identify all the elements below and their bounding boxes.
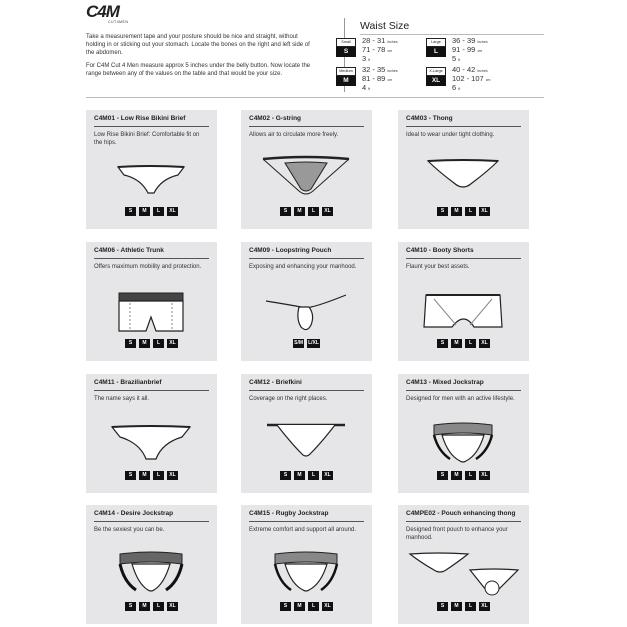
unit-inches: inches <box>387 40 398 44</box>
product-code: C4M11 <box>94 379 115 386</box>
size-badge: L/XL <box>308 340 319 346</box>
product-illustration <box>86 409 217 477</box>
product-description: The name says it all. <box>94 396 150 402</box>
product-title: C4M11 - Brazilianbrief <box>94 379 162 386</box>
title-rule <box>249 521 364 522</box>
size-badge: S/M <box>294 340 304 346</box>
product-name: Booty Shorts <box>432 247 474 254</box>
product-card <box>241 505 372 624</box>
size-badge: XL <box>167 602 178 611</box>
product-name: Mixed Jockstrap <box>432 379 484 386</box>
size-inches: 36 - 39 <box>452 36 476 45</box>
size-badge: M <box>139 339 150 348</box>
waist-size-title: Waist Size <box>360 20 410 32</box>
product-illustration <box>398 409 529 477</box>
size-badge: XL <box>167 207 178 216</box>
product-illustration <box>398 145 529 213</box>
size-badge: L <box>153 602 164 611</box>
title-rule <box>249 126 364 127</box>
product-title: C4M09 - Loopstring Pouch <box>249 247 332 254</box>
unit-ft: ft <box>458 87 461 91</box>
product-code: C4M13 <box>406 379 427 386</box>
product-card <box>86 242 217 361</box>
product-illustration <box>241 540 372 608</box>
product-title: C4M14 - Desire Jockstrap <box>94 510 174 517</box>
size-badge: L <box>465 339 476 348</box>
title-rule <box>406 126 521 127</box>
product-name: Rugby Jockstrap <box>275 510 329 517</box>
size-xlarge <box>426 65 491 92</box>
size-badge: M <box>139 602 150 611</box>
size-inches: 28 - 31 <box>362 36 386 45</box>
product-description: Designed for men with an active lifestyle. <box>406 396 515 402</box>
product-illustration <box>241 409 372 477</box>
product-illustration <box>398 277 529 345</box>
product-title: C4M10 - Booty Shorts <box>406 247 474 254</box>
unit-cm: cm <box>387 49 393 53</box>
size-values <box>362 66 432 93</box>
size-ft: 4 <box>362 83 367 92</box>
product-code: C4M02 <box>249 115 270 122</box>
title-rule <box>406 390 521 391</box>
size-badge: M <box>294 602 305 611</box>
brand-logo <box>86 3 150 25</box>
product-title: C4M13 - Mixed Jockstrap <box>406 379 484 386</box>
measurement-instructions <box>86 34 318 85</box>
title-rule <box>249 390 364 391</box>
product-description: Low Rise Bikini Brief: Comfortable fit on the hips. <box>94 132 200 146</box>
product-card <box>86 505 217 624</box>
title-rule <box>94 126 209 127</box>
size-badge: L <box>153 471 164 480</box>
size-badges <box>398 207 529 217</box>
instructions-paragraph-1: Take a measurement tape and your posture should be nice and straight, without holding in or sticking out your stomach. Locate the bones on the right and left side of the abdomen. <box>86 34 310 56</box>
size-badges <box>241 602 372 612</box>
size-badge: S <box>280 471 291 480</box>
product-name: Desire Jockstrap <box>120 510 174 517</box>
product-description: Be the sexiest you can be. <box>94 527 165 533</box>
size-badges <box>86 602 217 612</box>
size-cm: 91 - 99 <box>452 45 476 54</box>
product-card <box>398 374 529 493</box>
size-inches: 40 - 42 <box>452 65 476 74</box>
size-abbr: XL <box>426 76 446 86</box>
product-name: G-string <box>275 115 302 122</box>
product-title: C4MPE02 - Pouch enhancing thong <box>406 510 516 517</box>
size-badge: M <box>451 471 462 480</box>
size-badge: M <box>139 207 150 216</box>
product-illustration <box>86 540 217 608</box>
instructions-paragraph-2: For C4M Cut 4 Men measure approx 5 inches under the belly button. Now locate the range between any of the values on the table and that would be your size. <box>86 63 311 78</box>
size-badge: L <box>308 602 319 611</box>
product-illustration <box>241 277 372 345</box>
product-card <box>398 110 529 229</box>
size-badges <box>241 207 372 217</box>
size-badge: L <box>465 207 476 216</box>
product-description: Designed front pouch to enhance your manhood. <box>406 527 508 541</box>
size-large <box>426 36 488 63</box>
product-illustration <box>86 145 217 213</box>
size-badge: XL <box>479 207 490 216</box>
product-name: Low Rise Bikini Brief <box>120 115 186 122</box>
size-badge: L <box>465 602 476 611</box>
product-name: Briefkini <box>275 379 302 386</box>
unit-ft: ft <box>368 87 371 91</box>
product-description: Flaunt your best assets. <box>406 264 470 270</box>
size-values <box>452 66 522 93</box>
size-badge: XL <box>322 207 333 216</box>
size-badge: L <box>308 207 319 216</box>
size-cm: 71 - 78 <box>362 45 386 54</box>
product-code: C4M09 <box>249 247 270 254</box>
product-code: C4MPE02 <box>406 510 436 517</box>
size-badge: M <box>451 602 462 611</box>
size-abbr: M <box>336 76 356 86</box>
size-badge: S <box>280 602 291 611</box>
product-card <box>398 505 529 624</box>
size-cm: 102 - 107 <box>452 74 484 83</box>
product-name: Pouch enhancing thong <box>441 510 516 517</box>
size-values <box>362 37 432 64</box>
product-illustration <box>86 277 217 345</box>
size-badge: S <box>125 207 136 216</box>
size-medium <box>336 65 398 92</box>
unit-inches: inches <box>387 69 398 73</box>
size-badge: L <box>153 339 164 348</box>
title-rule <box>94 390 209 391</box>
size-badges <box>86 471 217 481</box>
product-description: Coverage on the right places. <box>249 396 328 402</box>
product-code: C4M14 <box>94 510 115 517</box>
size-badge: M <box>451 207 462 216</box>
size-badge: M <box>451 339 462 348</box>
size-badge: S <box>125 471 136 480</box>
title-rule <box>406 258 521 259</box>
unit-cm: cm <box>485 78 491 82</box>
product-title: C4M06 - Athletic Trunk <box>94 247 164 254</box>
size-badge: XL <box>167 339 178 348</box>
size-badge: L <box>153 207 164 216</box>
size-name: Small <box>336 38 356 47</box>
size-badge: S <box>437 339 448 348</box>
title-rule <box>249 258 364 259</box>
unit-ft: ft <box>458 58 461 62</box>
size-badge: S <box>437 471 448 480</box>
size-badge: XL <box>479 471 490 480</box>
size-values <box>452 37 522 64</box>
size-badge: XL <box>322 602 333 611</box>
unit-inches: inches <box>477 40 488 44</box>
product-code: C4M12 <box>249 379 270 386</box>
product-code: C4M10 <box>406 247 427 254</box>
size-badge: S <box>125 339 136 348</box>
size-badges <box>241 471 372 481</box>
size-badge: M <box>294 471 305 480</box>
size-badges <box>86 339 217 349</box>
logo-text: C4M <box>86 2 119 21</box>
unit-cm: cm <box>477 49 483 53</box>
size-name: X-Large <box>426 67 446 76</box>
size-badge: S <box>437 602 448 611</box>
product-name: Thong <box>432 115 453 122</box>
size-badges <box>86 207 217 217</box>
size-badges <box>398 471 529 481</box>
title-rule <box>94 521 209 522</box>
product-card <box>241 110 372 229</box>
size-ft: 6 <box>452 83 457 92</box>
product-description: Extreme comfort and support all around. <box>249 527 357 533</box>
product-code: C4M06 <box>94 247 115 254</box>
product-title: C4M02 - G-string <box>249 115 302 122</box>
product-name: Brazilianbrief <box>120 379 162 386</box>
section-divider <box>86 97 544 98</box>
size-badge: XL <box>167 471 178 480</box>
size-badge: S <box>437 207 448 216</box>
size-badge: S <box>280 207 291 216</box>
product-title: C4M15 - Rugby Jockstrap <box>249 510 329 517</box>
size-cm: 81 - 89 <box>362 74 386 83</box>
size-small <box>336 36 398 63</box>
size-abbr: S <box>336 47 356 57</box>
size-badge: L <box>308 471 319 480</box>
size-abbr: L <box>426 47 446 57</box>
product-title: C4M12 - Briefkini <box>249 379 302 386</box>
size-badge: XL <box>322 471 333 480</box>
size-ft: 3 <box>362 54 367 63</box>
title-rule <box>94 258 209 259</box>
unit-ft: ft <box>368 58 371 62</box>
size-ft: 5 <box>452 54 457 63</box>
size-badge: S <box>125 602 136 611</box>
size-badge: M <box>294 207 305 216</box>
product-description: Offers maximum mobility and protection. <box>94 264 202 270</box>
product-card <box>398 242 529 361</box>
product-title: C4M03 - Thong <box>406 115 453 122</box>
product-code: C4M01 <box>94 115 115 122</box>
product-description: Ideal to wear under tight clothing. <box>406 132 495 138</box>
size-badge: XL <box>479 602 490 611</box>
product-description: Exposing and enhancing your manhood. <box>249 264 357 270</box>
waist-size-rule <box>360 34 544 35</box>
product-card <box>86 110 217 229</box>
size-badges <box>398 602 529 612</box>
product-code: C4M15 <box>249 510 270 517</box>
size-name: Medium <box>336 67 356 76</box>
product-card <box>241 374 372 493</box>
unit-cm: cm <box>387 78 393 82</box>
product-name: Loopstring Pouch <box>275 247 332 254</box>
product-card <box>86 374 217 493</box>
product-card <box>241 242 372 361</box>
size-badges <box>241 339 372 349</box>
size-badges <box>398 339 529 349</box>
size-badge: M <box>139 471 150 480</box>
size-badge: L <box>465 471 476 480</box>
product-title: C4M01 - Low Rise Bikini Brief <box>94 115 186 122</box>
logo-subtitle: CUT4MEN <box>108 20 129 24</box>
title-rule <box>406 521 521 522</box>
size-name: Large <box>426 38 446 47</box>
unit-inches: inches <box>477 69 488 73</box>
product-illustration <box>398 540 529 608</box>
size-badge: XL <box>479 339 490 348</box>
product-name: Athletic Trunk <box>120 247 164 254</box>
product-code: C4M03 <box>406 115 427 122</box>
product-illustration <box>241 145 372 213</box>
size-inches: 32 - 35 <box>362 65 386 74</box>
product-description: Allows air to circulate more freely. <box>249 132 339 138</box>
